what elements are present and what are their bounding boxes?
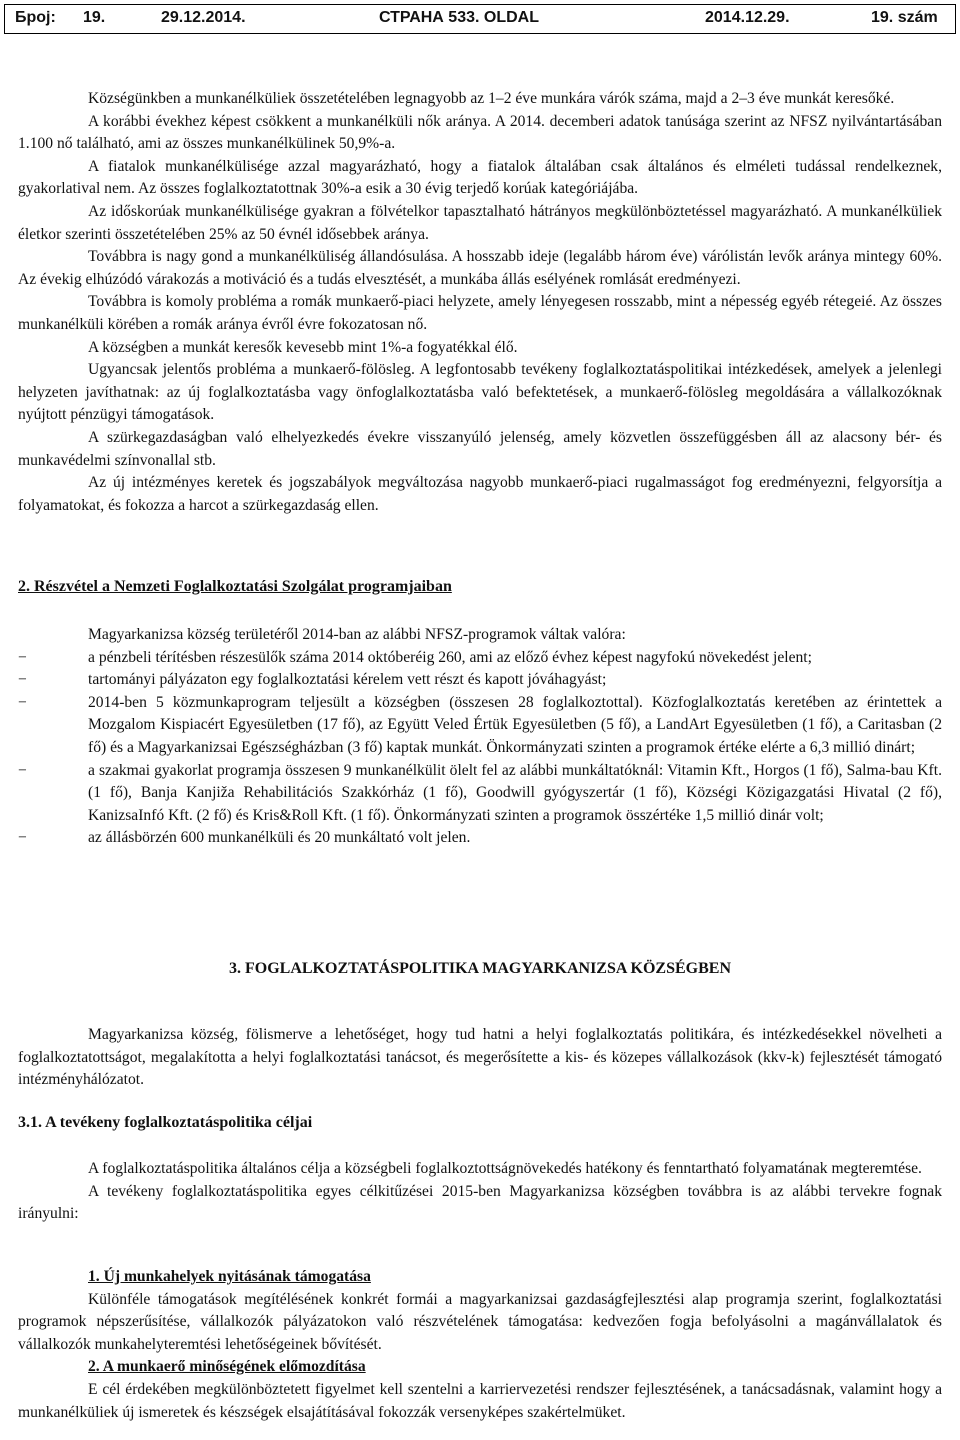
section-3-1-body: [18, 1158, 942, 1226]
paragraph: A szürkegazdaságban való elhelyezkedés évekre visszanyúló jelenség, amely közvetlen összefüggésben áll az alacsony bér- és munkavédelmi színvonallal stb.: [18, 428, 942, 469]
list-item-text: a szakmai gyakorlat programja összesen 9 munkanélkülit ölelt fel az alábbi munkáltatóknál: Vitamin Kft., Horgos (1 fő), Salma-bau Kft. (1 fő), Banja Kanjiža Rehabilitációs Szakkórház (1 fő), Goodwill gyógyszertár (1 fő), Községi Közigazgatási Hivatal (2 fő), KanizsaInfó Kft. (2 fő) és Kris&Roll Kft. (1 fő). Önkormányzati szinten a programok összértéke 1,5 millió dinár volt;: [88, 761, 942, 824]
list-item: [18, 692, 942, 760]
list-item-text: tartományi pályázaton egy foglalkoztatási kérelem vett részt és kapott jóváhagyást;: [88, 671, 607, 689]
nfsz-program-list: [18, 647, 942, 850]
list-item: [18, 647, 942, 670]
paragraph: A korábbi évekhez képest csökkent a munkanélküli nők aránya. A 2014. decemberi adatok tanúsága szerint az NFSZ nyilvántartásában 1.100 nő található, ami az összes munkanélkülinek 50,9%-a.: [18, 112, 942, 153]
dash-bullet-icon: −: [18, 671, 27, 689]
opening-paragraphs: [18, 88, 942, 517]
paragraph: Az új intézményes keretek és jogszabályok megváltozása nagyobb munkaerő-piaci rugalmasságot fog eredményezni, felgyorsítja a folyamatokat, és fokozza a harcot a szürkegazdaság ellen.: [18, 474, 942, 514]
section-3-1-paragraph: A tevékeny foglalkoztatáspolitika egyes célkitűzései 2015-ben Magyarkanizsa községben továbbra is az alábbi tervekre fognak irányulni:: [18, 1182, 942, 1223]
dash-bullet-icon: −: [18, 693, 27, 711]
section-3-body: [18, 1024, 942, 1092]
list-item: [18, 760, 942, 828]
paragraph: Továbbra is nagy gond a munkanélküliség állandósulása. A hosszabb ideje (legalább három éve) várólistán levők aránya mintegy 60%. Az évekig elhúzódó várakozás a motiváció és a tudás elvesztését, a munkába állás esélyének romlását eredményezi.: [18, 248, 942, 288]
page-header: [4, 4, 956, 34]
list-item: [18, 827, 942, 850]
subsection-2-text: E cél érdekében megkülönböztetett figyelmet kell szentelni a karriervezetési rendszer fejlesztésének, a tanácsadásnak, valamint hogy a munkanélküliek új ismeretek és készségek elsajátításával fokozzák versenyképes szakértelmüket.: [18, 1380, 942, 1421]
header-broj-label: Број:: [15, 9, 56, 26]
section-3-title: 3. FOGLALKOZTATÁSPOLITIKA MAGYARKANIZSA KÖZSÉGBEN: [228, 960, 732, 977]
list-item-text: a pénzbeli térítésben részesülők száma 2014 októberéig 260, ami az előző évhez képest nagyfokú növekedést jelent;: [88, 648, 812, 666]
list-item: [18, 669, 942, 692]
subsection-1-title: 1. Új munkahelyek nyitásának támogatása: [88, 1268, 371, 1285]
header-date-serbian: 29.12.2014.: [161, 9, 246, 26]
paragraph: Az időskorúak munkanélkülisége gyakran a fölvételkor tapasztalható hátrányos megkülönböztetéssel magyarázható. A munkanélküliek életkor szerinti összetételében 25% az 50 évnél idősebbek aránya.: [18, 202, 942, 243]
paragraph: A fiatalok munkanélkülisége azzal magyarázható, hogy a fiatalok általában csak általános és elméleti tudással rendelkeznek, gyakorlatival nem. Az összes foglalkoztatottnak 30%-a esik a 30 évig terjedő korúak kategóriájába.: [18, 157, 942, 198]
paragraph: Ugyancsak jelentős probléma a munkaerő-fölösleg. A legfontosabb tevékeny foglalkoztatáspolitikai intézkedések, amelyek a jelenlegi helyzeten javíthatnak: az új foglalkoztatásba vagy önfoglalkoztatásba való befektetések, a munkaerő-fölösleg megoldására a vállalkozóknak nyújtott pénzügyi támogatások.: [18, 361, 942, 424]
header-issue-number: 19. szám: [871, 9, 938, 26]
paragraph: Községünkben a munkanélküliek összetételében legnagyobb az 1–2 éve munkára várók száma, majd a 2–3 éve munkát keresőké.: [88, 90, 895, 107]
section-3-paragraph: Magyarkanizsa község, fölismerve a lehetőséget, hogy tud hatni a helyi foglalkoztatás politikára, és intézkedésekkel növelheti a foglalkoztatottságot, megalakította a helyi foglalkoztatási tanácsot, és megerősítette a kis- és közepes vállalkozások (kkv-k) fejlesztését támogató intézményhálózatot.: [18, 1026, 942, 1089]
header-page-number: СТРАНА 533. OLDAL: [379, 9, 539, 26]
subsection-1-text: Különféle támogatások megítélésének konkrét formái a magyarkanizsai gazdaságfejlesztési alap programja szerint, foglalkoztatási programok népszerűsítése, vállalkozók pályázatokon való részvételének támogatása: kedvezően fogja befolyásolni a magánvállalatok és vállalkozók munkahelyteremtési lehetőségeinek bővítését.: [18, 1290, 942, 1353]
paragraph: Továbbra is komoly probléma a romák munkaerő-piaci helyzete, amely lényegesen rosszabb, mint a népesség egyéb rétegeié. Az összes munkanélküli körében a romák aránya évről évre fokozatosan nő.: [18, 293, 942, 333]
header-date-hungarian: 2014.12.29.: [705, 9, 790, 26]
section-3-1-paragraph: A foglalkoztatáspolitika általános célja a községbeli foglalkoztottságnövekedés hatékony és fenntartható folyamatának megteremtése.: [88, 1160, 922, 1177]
header-broj-value: 19.: [83, 9, 106, 26]
paragraph: A községben a munkát keresők kevesebb mint 1%-a fogyatékkal élő.: [88, 338, 518, 356]
list-item-text: az állásbörzén 600 munkanélküli és 20 munkáltató volt jelen.: [88, 829, 471, 847]
section-2-title: 2. Részvétel a Nemzeti Foglalkoztatási Szolgálat programjaiban: [18, 578, 452, 595]
section-3-1-title: 3.1. A tevékeny foglalkoztatáspolitika céljai: [18, 1114, 313, 1131]
section-2-intro: Magyarkanizsa község területéről 2014-ban az alábbi NFSZ-programok váltak valóra:: [88, 626, 626, 643]
subsection-1: [18, 1266, 942, 1424]
dash-bullet-icon: −: [18, 648, 27, 666]
subsection-2-title: 2. A munkaerő minőségének előmozdítása: [88, 1358, 366, 1376]
dash-bullet-icon: −: [18, 761, 27, 779]
section-2-body: [18, 624, 942, 850]
dash-bullet-icon: −: [18, 829, 27, 847]
list-item-text: 2014-ben 5 közmunkaprogram teljesült a községben (összesen 28 foglalkoztottal). Közfoglalkoztatás keretében az érintettek a Mozgalom Kispiacért Egyesületben (17 fő), az Együtt Veled Értük Egyesületben (5 fő), a LandArt Egyesületben (1 fő), a Caritasban (2 fő) és a Magyarkanizsai Egészségházban (3 fő) kaptak munkát. Önkormányzati szinten a programok értéke elérte a 6,3 millió dinárt;: [88, 693, 942, 756]
